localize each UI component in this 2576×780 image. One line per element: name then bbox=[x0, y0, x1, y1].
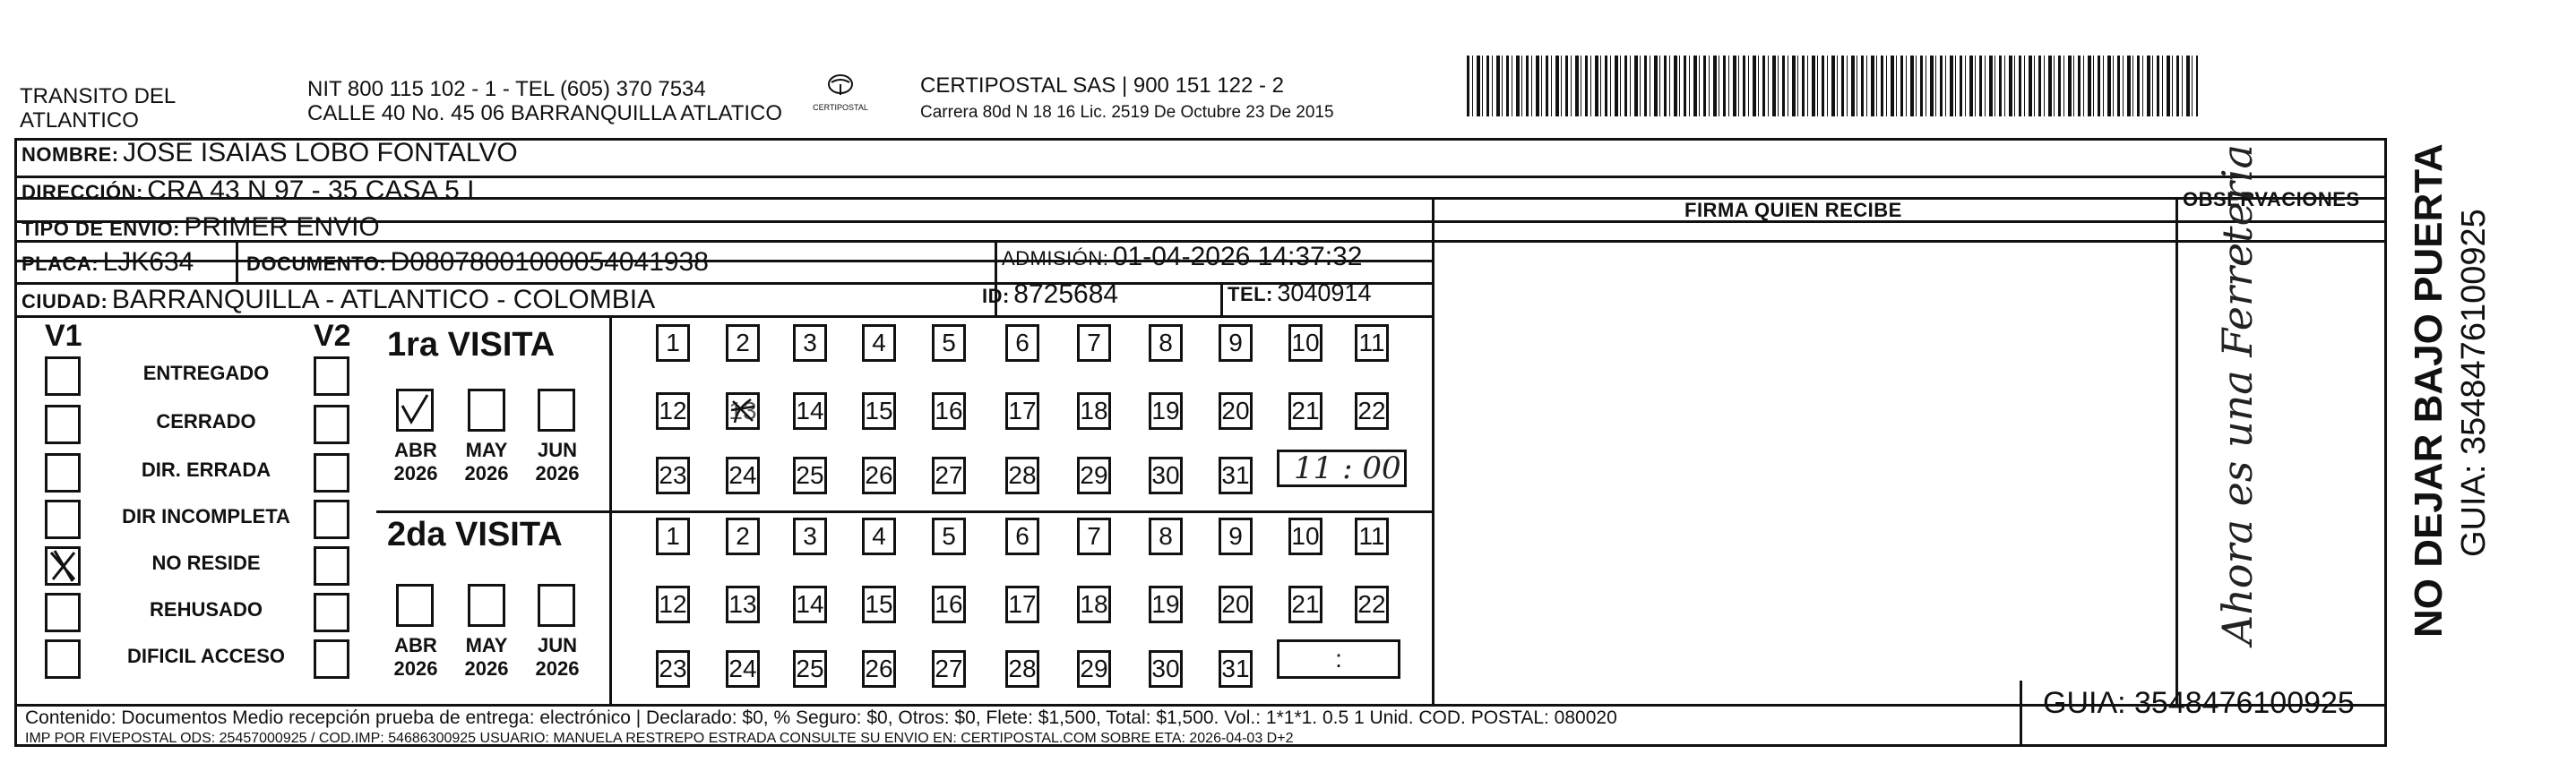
visit-2-day-20[interactable]: 20 bbox=[1219, 586, 1253, 623]
month-year: 2026 bbox=[535, 657, 580, 680]
placa-value: LJK634 bbox=[102, 247, 194, 277]
v2-checkbox-dir-errada[interactable] bbox=[314, 453, 349, 493]
v1-checkbox-no-reside[interactable] bbox=[45, 546, 81, 586]
visit-2-day-26[interactable]: 26 bbox=[862, 650, 896, 688]
visit-1-month-checkbox-jun[interactable] bbox=[538, 389, 575, 432]
placa-row bbox=[22, 247, 194, 278]
visit-2-day-31[interactable]: 31 bbox=[1219, 650, 1253, 688]
col-divider bbox=[2175, 197, 2178, 704]
visit-2-day-27[interactable]: 27 bbox=[932, 650, 966, 688]
visit-1-day-17[interactable]: 17 bbox=[1005, 392, 1039, 430]
status-label-no-reside: NO RESIDE bbox=[151, 552, 261, 574]
status-label-entregado: ENTREGADO bbox=[142, 362, 270, 384]
v1-label: V1 bbox=[45, 319, 82, 353]
visit-2-day-7[interactable]: 7 bbox=[1077, 518, 1111, 555]
visit-2-month-checkbox-abr[interactable] bbox=[396, 584, 434, 627]
visit-1-day-2[interactable]: 2 bbox=[726, 324, 760, 362]
visit-2-day-3[interactable]: 3 bbox=[793, 518, 827, 555]
visit-2-month-label-abr bbox=[389, 634, 443, 681]
ciudad-value: BARRANQUILLA - ATLANTICO - COLOMBIA bbox=[111, 285, 656, 314]
visit-1-day-10[interactable]: 10 bbox=[1288, 324, 1322, 362]
side-warning: NO DEJAR BAJO PUERTA bbox=[2407, 143, 2451, 638]
col-divider bbox=[1432, 197, 1434, 704]
visit-2-day-25[interactable]: 25 bbox=[793, 650, 827, 688]
visit-2-day-19[interactable]: 19 bbox=[1149, 586, 1183, 623]
visit-1-day-14[interactable]: 14 bbox=[793, 392, 827, 430]
visit-1-day-3[interactable]: 3 bbox=[793, 324, 827, 362]
month-year: 2026 bbox=[464, 657, 509, 680]
observaciones-handwritten: Ahora es una Ferreteria bbox=[2213, 144, 2262, 645]
visit-1-day-25[interactable]: 25 bbox=[793, 457, 827, 494]
month-year: 2026 bbox=[464, 462, 509, 484]
month-name: JUN bbox=[537, 439, 577, 461]
v1-checkbox-rehusado[interactable] bbox=[45, 593, 81, 632]
visit-2-day-21[interactable]: 21 bbox=[1288, 586, 1322, 623]
ciudad-label: CIUDAD: bbox=[22, 290, 108, 313]
visit-1-day-28[interactable]: 28 bbox=[1005, 457, 1039, 494]
visit-1-day-20[interactable]: 20 bbox=[1219, 392, 1253, 430]
tipo-envio-value: PRIMER ENVIO bbox=[184, 212, 380, 242]
visit-2-day-29[interactable]: 29 bbox=[1077, 650, 1111, 688]
visit-2-title: 2da VISITA bbox=[387, 516, 563, 553]
tel-label: TEL: bbox=[1228, 283, 1273, 305]
status-label-dir-incompleta: DIR INCOMPLETA bbox=[122, 505, 290, 527]
month-name: ABR bbox=[394, 634, 437, 656]
month-year: 2026 bbox=[393, 657, 438, 680]
carrier-line: CERTIPOSTAL SAS | 900 151 122 - 2 bbox=[920, 73, 1284, 98]
visit-1-day-7[interactable]: 7 bbox=[1077, 324, 1111, 362]
visit-1-day-24[interactable]: 24 bbox=[726, 457, 760, 494]
visit-1-day-11[interactable]: 11 bbox=[1355, 324, 1389, 362]
admision-label: ADMISIÓN: bbox=[1002, 247, 1109, 270]
visit-2-day-28[interactable]: 28 bbox=[1005, 650, 1039, 688]
month-name: MAY bbox=[465, 634, 508, 656]
visit-2-day-4[interactable]: 4 bbox=[862, 518, 896, 555]
visit-1-month-label-abr bbox=[389, 439, 443, 485]
visit-1-month-label-may bbox=[460, 439, 513, 485]
footer-contenido: Contenido: Documentos Medio recepción prueba de entrega: electrónico | Declarado: $0, % Seguro: $0, Otros: $0, Flete: $1,500, Total: $1,500. Vol.: 1*1*1. 0.5 1 Unid. COD. POSTAL: 080020 bbox=[25, 707, 1617, 728]
visit-2-day-12[interactable]: 12 bbox=[656, 586, 690, 623]
v1-checkbox-dir-incompleta[interactable] bbox=[45, 500, 81, 539]
visit-2-month-label-may bbox=[460, 634, 513, 681]
visit-2-day-14[interactable]: 14 bbox=[793, 586, 827, 623]
org-name-line1: TRANSITO DEL bbox=[20, 84, 177, 108]
nombre-label: NOMBRE: bbox=[22, 143, 119, 166]
visit-1-day-8[interactable]: 8 bbox=[1149, 324, 1183, 362]
visit-1-day-23[interactable]: 23 bbox=[656, 457, 690, 494]
nombre-row bbox=[22, 138, 518, 168]
month-name: ABR bbox=[394, 439, 437, 461]
tel-row bbox=[1228, 279, 1371, 307]
status-label-cerrado: CERRADO bbox=[156, 410, 256, 433]
placa-label: PLACA: bbox=[22, 253, 99, 275]
side-guia: GUIA: 3548476100925 bbox=[2455, 209, 2493, 557]
visit-2-day-8[interactable]: 8 bbox=[1149, 518, 1183, 555]
status-label-dificil-acceso: DIFICIL ACCESO bbox=[126, 645, 285, 667]
visit-2-day-1[interactable]: 1 bbox=[656, 518, 690, 555]
month-year: 2026 bbox=[535, 462, 580, 484]
direccion-row bbox=[22, 176, 474, 206]
visit-2-time-box[interactable] bbox=[1277, 639, 1400, 679]
visit-1-title: 1ra VISITA bbox=[387, 326, 556, 364]
id-label: ID: bbox=[982, 285, 1010, 307]
visit-1-day-22[interactable]: 22 bbox=[1355, 392, 1389, 430]
v2-checkbox-cerrado[interactable] bbox=[314, 405, 349, 444]
documento-value: D08078001000054041938 bbox=[390, 247, 709, 277]
visit-1-month-checkbox-may[interactable] bbox=[468, 389, 505, 432]
footer-imp-line: IMP POR FIVEPOSTAL ODS: 25457000925 / COD.IMP: 54686300925 USUARIO: MANUELA RESTREPO ESTRADA CONSULTE SU ENVIO EN: CERTIPOSTAL.COM SOBRE ETA: 2026-04-03 D+2 bbox=[25, 731, 1294, 746]
org-name bbox=[20, 84, 176, 133]
v2-checkbox-dir-incompleta[interactable] bbox=[314, 500, 349, 539]
visit-1-day-21[interactable]: 21 bbox=[1288, 392, 1322, 430]
visit-2-day-24[interactable]: 24 bbox=[726, 650, 760, 688]
firma-label: FIRMA QUIEN RECIBE bbox=[1684, 199, 1902, 221]
row-divider bbox=[14, 315, 1432, 318]
visit-1-day-13[interactable]: 13 bbox=[726, 392, 760, 430]
visit-1-time-box[interactable] bbox=[1277, 450, 1407, 487]
visit-2-day-17[interactable]: 17 bbox=[1005, 586, 1039, 623]
row-divider bbox=[14, 704, 2387, 707]
ciudad-row bbox=[22, 285, 655, 315]
visit-2-month-checkbox-jun[interactable] bbox=[538, 584, 575, 627]
v1-checkbox-entregado[interactable] bbox=[45, 356, 81, 396]
month-name: JUN bbox=[537, 634, 577, 656]
visit-1-day-26[interactable]: 26 bbox=[862, 457, 896, 494]
handwritten-x-mark-icon bbox=[47, 549, 78, 583]
v2-checkbox-dificil-acceso[interactable] bbox=[314, 639, 349, 679]
logo-text: CERTIPOSTAL bbox=[813, 103, 868, 112]
visit-2-month-label-jun bbox=[530, 634, 584, 681]
documento-row bbox=[246, 247, 709, 278]
visit-1-day-29[interactable]: 29 bbox=[1077, 457, 1111, 494]
certipostal-logo-icon bbox=[823, 73, 858, 99]
col-divider bbox=[1220, 282, 1223, 315]
visit-1-day-27[interactable]: 27 bbox=[932, 457, 966, 494]
v1-checkbox-cerrado[interactable] bbox=[45, 405, 81, 444]
visit-1-day-5[interactable]: 5 bbox=[932, 324, 966, 362]
v2-checkbox-entregado[interactable] bbox=[314, 356, 349, 396]
carrier-info bbox=[920, 73, 1334, 123]
status-label-rehusado: REHUSADO bbox=[150, 598, 263, 621]
visit-2-day-30[interactable]: 30 bbox=[1149, 650, 1183, 688]
v2-checkbox-rehusado[interactable] bbox=[314, 593, 349, 632]
id-row bbox=[982, 279, 1118, 310]
visit-1-day-30[interactable]: 30 bbox=[1149, 457, 1183, 494]
observaciones-label: OBSERVACIONES bbox=[2183, 188, 2360, 210]
visit-2-day-9[interactable]: 9 bbox=[1219, 518, 1253, 555]
visit-1-day-16[interactable]: 16 bbox=[932, 392, 966, 430]
visit-2-time: : bbox=[1335, 645, 1342, 673]
visit-1-day-12[interactable]: 12 bbox=[656, 392, 690, 430]
v2-label: V2 bbox=[314, 319, 351, 353]
visit-1-day-18[interactable]: 18 bbox=[1077, 392, 1111, 430]
visit-1-day-1[interactable]: 1 bbox=[656, 324, 690, 362]
tel-value: 3040914 bbox=[1277, 279, 1372, 306]
v1-checkbox-dir-errada[interactable] bbox=[45, 453, 81, 493]
tipo-envio-row bbox=[22, 212, 380, 243]
visit-2-day-16[interactable]: 16 bbox=[932, 586, 966, 623]
documento-label: DOCUMENTO: bbox=[246, 253, 387, 275]
tipo-envio-label: TIPO DE ENVIO: bbox=[22, 218, 180, 240]
visit-1-time: 11 : 00 bbox=[1294, 450, 1401, 486]
org-contact bbox=[307, 77, 782, 125]
visit-2-day-22[interactable]: 22 bbox=[1355, 586, 1389, 623]
visit-divider bbox=[376, 510, 1432, 513]
visit-1-day-9[interactable]: 9 bbox=[1219, 324, 1253, 362]
visit-1-day-6[interactable]: 6 bbox=[1005, 324, 1039, 362]
admision-value: 01-04-2026 14:37:32 bbox=[1112, 242, 1363, 271]
visit-1-month-checkbox-abr[interactable] bbox=[396, 389, 434, 432]
org-name-line2: ATLANTICO bbox=[20, 108, 139, 133]
v1-checkbox-dificil-acceso[interactable] bbox=[45, 639, 81, 679]
visit-2-day-18[interactable]: 18 bbox=[1077, 586, 1111, 623]
footer-guia: GUIA: 3548476100925 bbox=[2043, 686, 2355, 720]
v2-checkbox-no-reside[interactable] bbox=[314, 546, 349, 586]
visit-1-day-31[interactable]: 31 bbox=[1219, 457, 1253, 494]
col-divider bbox=[2020, 681, 2022, 747]
visit-2-day-11[interactable]: 11 bbox=[1355, 518, 1389, 555]
id-value: 8725684 bbox=[1013, 279, 1119, 309]
visit-divider bbox=[609, 315, 612, 704]
visit-2-day-6[interactable]: 6 bbox=[1005, 518, 1039, 555]
visit-2-day-5[interactable]: 5 bbox=[932, 518, 966, 555]
nit-line: NIT 800 115 102 - 1 - TEL (605) 370 7534 bbox=[307, 77, 706, 101]
visit-2-day-2[interactable]: 2 bbox=[726, 518, 760, 555]
nombre-value: JOSE ISAIAS LOBO FONTALVO bbox=[123, 138, 518, 167]
admision-row bbox=[1002, 242, 1362, 272]
visit-1-day-19[interactable]: 19 bbox=[1149, 392, 1183, 430]
visit-1-month-label-jun bbox=[530, 439, 584, 485]
status-label-dir-errada: DIR. ERRADA bbox=[141, 459, 271, 481]
barcode bbox=[1467, 56, 2198, 116]
month-year: 2026 bbox=[393, 462, 438, 484]
visit-2-day-23[interactable]: 23 bbox=[656, 650, 690, 688]
certipostal-logo bbox=[805, 73, 876, 118]
visit-1-day-4[interactable]: 4 bbox=[862, 324, 896, 362]
direccion-value: CRA 43 N 97 - 35 CASA 5 I bbox=[147, 176, 475, 205]
visit-2-day-10[interactable]: 10 bbox=[1288, 518, 1322, 555]
direccion-label: DIRECCIÓN: bbox=[22, 181, 143, 203]
visit-1-day-15[interactable]: 15 bbox=[862, 392, 896, 430]
visit-2-day-15[interactable]: 15 bbox=[862, 586, 896, 623]
col-divider bbox=[236, 240, 238, 282]
visit-2-day-13[interactable]: 13 bbox=[726, 586, 760, 623]
handwritten-check-icon bbox=[399, 391, 431, 429]
address-line: CALLE 40 No. 45 06 BARRANQUILLA ATLATICO bbox=[307, 101, 783, 125]
month-name: MAY bbox=[465, 439, 508, 461]
license-line: Carrera 80d N 18 16 Lic. 2519 De Octubre 23 De 2015 bbox=[920, 103, 1334, 122]
visit-2-month-checkbox-may[interactable] bbox=[468, 584, 505, 627]
